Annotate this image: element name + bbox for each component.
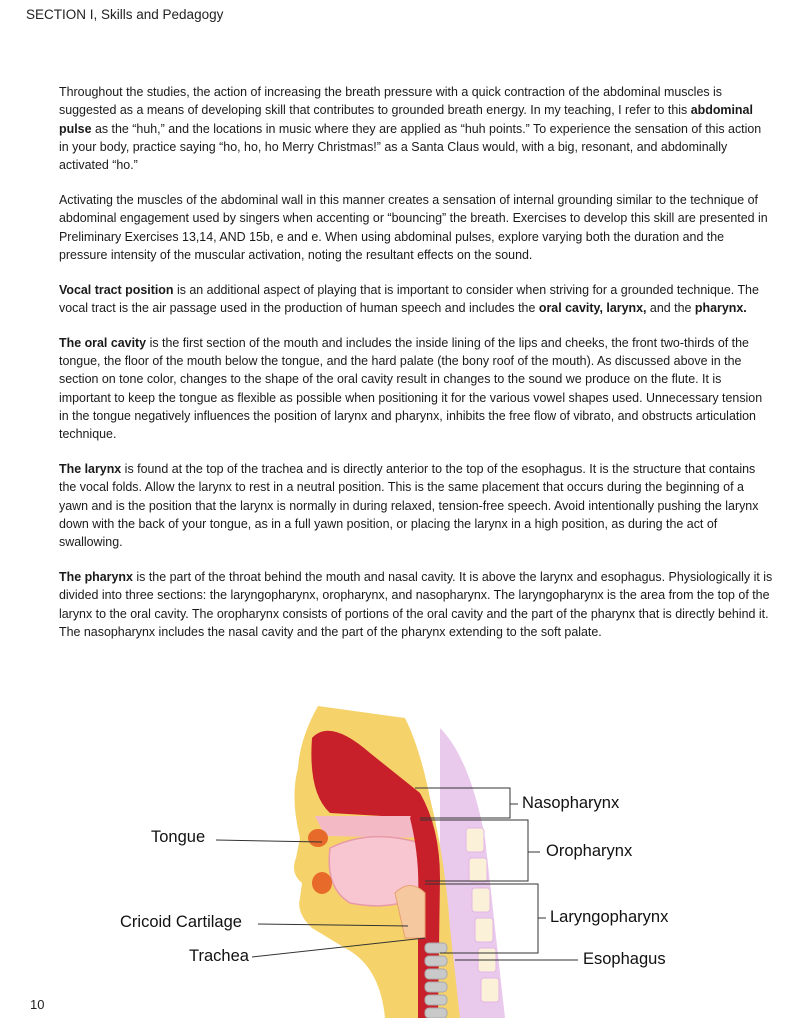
page-number: 10 [30, 997, 45, 1012]
lower-lip [312, 872, 332, 894]
text: Throughout the studies, the action of increasing the breath pressure with a quick contraction of the abdominal muscles is suggested as a means of developing skill that contributes to grounded breath energy. In my teaching, I refer to this [59, 85, 723, 118]
paragraph-pharynx [59, 568, 774, 641]
paragraph-oral-cavity [59, 334, 774, 444]
label-esophagus: Esophagus [583, 950, 666, 968]
text: Activating the muscles of the abdominal wall in this manner creates a sensation of internal grounding similar to the technique of abdominal engagement used by singers when accenting or “bouncing” the breath. Exercises to develop this skill are presented in Preliminary Exercises 13,14, AND 15b, e and e. When using abdominal pulses, explore varying both the duration and the pressure intensity of the muscular activation, noting the resultant effects on the sound. [59, 192, 768, 262]
text: and the [646, 300, 695, 315]
bold-term: The larynx [59, 462, 122, 477]
label-nasopharynx: Nasopharynx [522, 794, 620, 812]
label-tongue: Tongue [151, 828, 206, 846]
text: is found at the top of the trachea and is directly anterior to the top of the esophagus. It is the structure that contains the vocal folds. Allow the larynx to rest in a neutral position. This is the same placement that occurs during the beginning of a yawn and is the position that the larynx is normally in during relaxed, tension-free speech. Avoid intentionally pushing the larynx down with the back of your tongue, as in a full yawn position, or placing the larynx in a high position, as during the act of swallowing. [59, 462, 759, 550]
paragraph-abdominal-pulse [59, 83, 774, 174]
vocal-tract-diagram [0, 698, 791, 1018]
bold-term: Vocal tract position [59, 282, 174, 297]
paragraph-larynx [59, 460, 774, 551]
bold-term: oral cavity, larynx, [538, 300, 647, 315]
bold-term: The oral cavity [59, 335, 147, 350]
text: is the first section of the mouth and includes the inside lining of the lips and cheeks, the front two-thirds of the tongue, the floor of the mouth below the tongue, and the hard palate (the bony roof of the mouth). As discussed above in the section on tone color, changes to the shape of the oral cavity result in changes to the sound we produce on the flute. It is important to keep the tongue as flexible as possible when positioning it for the various vowel shapes used. Unnecessary tension in the tongue negatively influences the position of larynx and pharynx, inhibits the free flow of vibrato, and obstructs articulation technique. [59, 335, 763, 442]
paragraph-abdominal-wall [59, 191, 774, 264]
bold-term: The pharynx [59, 570, 133, 585]
text: is an additional aspect of playing that is important to consider when striving for a grounded technique. The vocal tract is the air passage used in the production of human speech and includes the [59, 282, 759, 315]
label-laryngopharynx: Laryngopharynx [550, 908, 669, 926]
label-cricoid-cartilage: Cricoid Cartilage [120, 913, 242, 931]
text: as the “huh,” and the locations in music where they are applied as “huh points.” To experience the sensation of this action in your body, practice saying “ho, ho, ho Merry Christmas!” as a Santa Claus would, with a big, resonant, and abdominally activated “ho.” [59, 121, 762, 173]
upper-lip [308, 829, 328, 847]
section-header: SECTION I, Skills and Pedagogy [26, 7, 224, 22]
bold-term: abdominal pulse [59, 103, 753, 136]
article-body [59, 83, 774, 658]
label-trachea: Trachea [189, 947, 249, 965]
bold-term: pharynx. [694, 300, 747, 315]
anatomy-illustration [0, 698, 791, 1018]
label-oropharynx: Oropharynx [546, 842, 633, 860]
text: is the part of the throat behind the mouth and nasal cavity. It is above the larynx and esophagus. Physiologically it is divided into three sections: the laryngopharynx, oropharynx, and nasopharynx. The laryngopharynx is the area from the top of the larynx to the oral cavity. The oropharynx consists of portions of the oral cavity and the part of the pharynx that is directly behind it. The nasopharynx includes the nasal cavity and the part of the pharynx extending to the soft palate. [59, 570, 773, 639]
paragraph-vocal-tract [59, 281, 774, 318]
